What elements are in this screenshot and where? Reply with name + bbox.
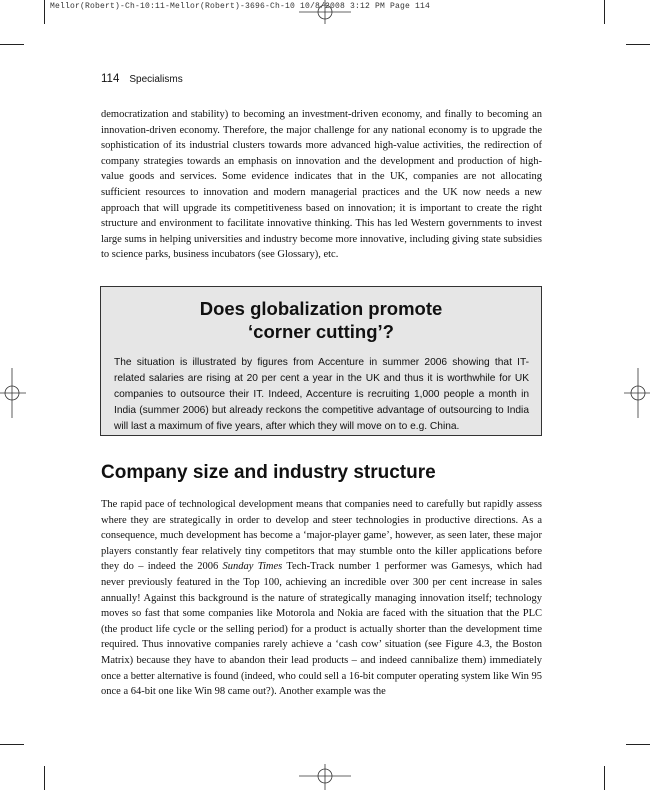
section-name: Specialisms [129, 74, 183, 85]
publication-name: Sunday Times [222, 561, 283, 573]
feature-box-text: The situation is illustrated by figures from Accenture in summer 2006 showing that IT-related salaries are rising at 20 per cent a year in the UK and thus it is worthwhile for UK companies to outsource their IT. Indeed, Accenture is recruiting 1,000 people a month in India (summer 2006) but already reckons the competitive advantage of outsourcing to India will last a maximum of five years, after which they will move on to e.g. China. [114, 357, 529, 432]
crop-mark-bottom-left-v [44, 766, 45, 790]
feature-box-title-line1: Does globalization promote [199, 298, 443, 319]
crop-mark-top-right-h [626, 44, 650, 45]
registration-mark-bottom [299, 764, 351, 790]
crop-mark-bottom-right-h [626, 744, 650, 745]
page-number: 114 [101, 73, 120, 85]
section-heading: Company size and industry structure [101, 462, 436, 483]
intro-paragraph: democratization and stability) to becoming an investment-driven economy, and finally to becoming an innovation-driven economy. Therefore, the major challenge for any national economy is to upgrade the sophistication of its industrial clusters towards more advanced high-value activities, the redirection of company strategies towards an emphasis on innovation and the development and production of high-value goods and services. Some evidence indicates that in the UK, companies are not allocating sufficient resources to innovation and modern managerial practices and the UK now needs a new approach that will upgrade its competitiveness based on innovation; it is important to create the right structure and environment to facilitate innovative thinking. This has led Western governments to invest large sums in helping universities and industry become more innovative, including giving state subsidies to science parks, business incubators (see Glossary), etc. [101, 109, 542, 261]
crop-mark-top-left-h [0, 44, 24, 45]
registration-mark-right [624, 368, 650, 418]
crop-mark-bottom-left-h [0, 744, 24, 745]
feature-box-title-line2: ‘corner cutting’? [248, 321, 394, 342]
body-paragraph-part2: Tech-Track number 1 performer was Gamesys, which had never previously featured in the Top 100, achieving an incredible over 300 per cent increase in sales annually! Against this background is the nature of strategically managing innovation itself; technology moves so fast that some companies like Motorola and Nokia are faced with the situation that the PLC (the product life cycle or the selling period) for a product is actually shorter than the development time required. Thus innovative companies rarely achieve a ‘cash cow’ situation (see Figure 4.3, the Boston Matrix) because they have to abandon their lead products – and indeed cannibalize them) immediately once a better alternative is found (indeed, who could sell a 16-bit computer operating system like Win 95 once a 64-bit one like Win 98 came out?). Another example was the [101, 561, 542, 698]
running-head [101, 73, 183, 85]
body-paragraph-part1: The rapid pace of technological development means that companies need to carefully but rapidly assess where they are strategically in order to develop and steer technologies in productive directions. As a consequence, much development has become a ‘major-player game’, however, as seen later, these major players constantly fear relatively tiny competitors that may stumble onto the killer applications before they do – indeed the 2006 [101, 499, 542, 573]
print-slug: Mellor(Robert)-Ch-10:11-Mellor(Robert)-3696-Ch-10 10/8/2008 3:12 PM Page 114 [50, 2, 431, 11]
registration-mark-left [0, 368, 26, 418]
feature-box-title [101, 297, 541, 343]
feature-box [100, 286, 542, 436]
registration-mark-top [299, 0, 351, 24]
crop-mark-top-left-v [44, 0, 45, 24]
crop-mark-bottom-right-v [604, 766, 605, 790]
crop-mark-top-right-v [604, 0, 605, 24]
body-paragraph [101, 497, 542, 700]
